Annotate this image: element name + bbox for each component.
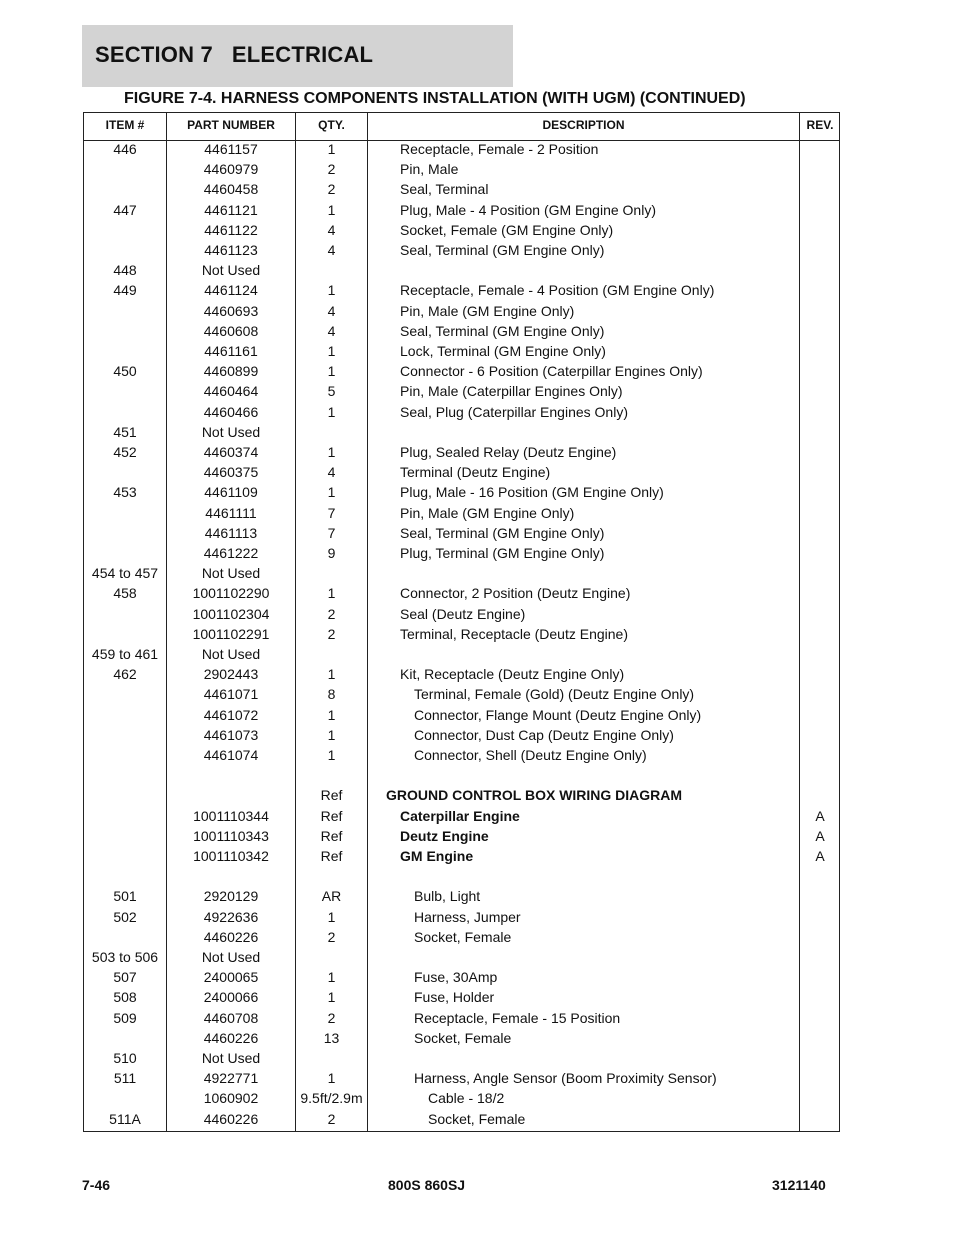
table-row (84, 808, 839, 828)
quantity-cell: Ref (320, 807, 343, 824)
description-cell: Seal, Terminal (GM Engine Only) (400, 242, 605, 258)
table-row (84, 242, 839, 262)
part-number-cell: 4460226 (203, 1110, 259, 1127)
quantity-cell: 4 (327, 464, 336, 481)
part-number-cell: 2400066 (203, 989, 259, 1006)
table-row (84, 545, 839, 565)
table-row (84, 1090, 839, 1110)
part-number-cell: 1001110344 (193, 807, 269, 824)
part-number-cell: 4461111 (205, 504, 257, 521)
table-row (84, 222, 839, 242)
part-number-cell: Not Used (201, 949, 261, 965)
quantity-cell: AR (321, 888, 342, 905)
table-row (84, 1010, 839, 1030)
item-number-cell: 450 (113, 363, 137, 380)
part-number-cell: 1001102304 (192, 605, 270, 622)
quantity-cell: 1 (327, 989, 336, 1006)
description-cell: Connector, 2 Position (Deutz Engine) (400, 585, 631, 602)
item-number-cell: 511 (113, 1070, 137, 1087)
quantity-cell: 1 (327, 282, 336, 299)
part-number-cell: 2920129 (203, 888, 259, 905)
quantity-cell: 2 (327, 605, 336, 622)
part-number-cell: 4461222 (203, 545, 259, 561)
revision-cell: A (815, 848, 825, 864)
table-row (84, 646, 839, 666)
footer-model: 800S 860SJ (388, 1177, 466, 1193)
table-row (84, 484, 839, 504)
part-number-cell: 4461113 (204, 524, 258, 541)
table-row (84, 363, 839, 383)
part-number-cell: 4460374 (203, 444, 259, 460)
item-number-cell: 447 (113, 201, 137, 218)
description-cell: Seal, Terminal (GM Engine Only) (400, 322, 605, 339)
footer-doc-number: 3121140 (772, 1177, 826, 1193)
item-number-cell: 458 (113, 585, 137, 602)
quantity-cell: 2 (327, 181, 336, 198)
item-number-cell: 453 (113, 484, 137, 501)
part-number-cell: 4922771 (203, 1070, 259, 1087)
part-number-cell: 4460458 (203, 181, 259, 198)
description-cell: Connector - 6 Position (Caterpillar Engines Only) (400, 363, 703, 380)
description-cell: Pin, Male (Caterpillar Engines Only) (400, 383, 623, 400)
quantity-cell: Ref (320, 787, 343, 804)
table-row (84, 505, 839, 525)
quantity-cell: 9 (327, 545, 336, 561)
description-cell: Socket, Female (428, 1110, 526, 1127)
description-cell: Receptacle, Female - 2 Position (400, 141, 599, 157)
table-row (84, 626, 839, 646)
quantity-cell: 9.5ft/2.9m (300, 1090, 363, 1107)
table-row (84, 727, 839, 747)
table-row (84, 262, 839, 282)
part-number-cell: Not Used (201, 1050, 261, 1066)
part-number-cell: 4461122 (204, 221, 258, 238)
quantity-cell: 4 (327, 242, 336, 258)
part-number-cell: 1001102291 (192, 625, 270, 642)
quantity-cell: 1 (327, 969, 336, 986)
part-number-cell: Not Used (201, 262, 261, 279)
item-number-cell: 452 (113, 444, 137, 460)
figure-title: FIGURE 7-4. HARNESS COMPONENTS INSTALLATION (WITH UGM) (CONTINUED) (124, 90, 746, 107)
part-number-cell: 4461071 (203, 686, 259, 703)
header-rev: REV. (806, 118, 834, 132)
part-number-cell: 4461072 (203, 706, 259, 723)
table-row (84, 868, 839, 888)
table-row (84, 404, 839, 424)
table-row (84, 666, 839, 686)
part-number-cell: 1060902 (203, 1090, 259, 1107)
quantity-cell: 1 (327, 666, 336, 683)
item-number-cell: 507 (113, 969, 137, 986)
description-cell: Fuse, Holder (414, 989, 495, 1006)
table-row (84, 929, 839, 949)
quantity-cell: 1 (327, 484, 336, 501)
description-cell: GM Engine (400, 848, 474, 864)
part-number-cell: 4461161 (204, 343, 258, 359)
table-row (84, 828, 839, 848)
table-row (84, 343, 839, 363)
table-row (84, 464, 839, 484)
table-row (84, 989, 839, 1009)
part-number-cell: 4461124 (204, 282, 258, 299)
quantity-cell: 8 (327, 686, 336, 703)
header-item: ITEM # (105, 118, 145, 132)
part-number-cell: Not Used (201, 423, 261, 440)
description-cell: Connector, Flange Mount (Deutz Engine Only) (414, 706, 702, 723)
quantity-cell: 2 (327, 928, 336, 945)
part-number-cell: 4460226 (203, 928, 259, 945)
section-title: SECTION 7 ELECTRICAL (95, 42, 374, 67)
item-number-cell: 451 (113, 423, 137, 440)
description-cell: Plug, Male - 16 Position (GM Engine Only) (400, 484, 664, 501)
description-cell: Fuse, 30Amp (414, 969, 498, 986)
quantity-cell: 1 (327, 141, 336, 157)
description-cell: Pin, Male (GM Engine Only) (400, 302, 575, 319)
table-row (84, 282, 839, 302)
quantity-cell: 1 (327, 403, 336, 420)
quantity-cell: 7 (327, 504, 336, 521)
part-number-cell: 2902443 (203, 666, 259, 683)
revision-cell: A (815, 827, 825, 844)
quantity-cell: 1 (327, 1070, 336, 1087)
table-row (84, 383, 839, 403)
quantity-cell: 4 (327, 322, 336, 339)
quantity-cell: Ref (320, 848, 343, 864)
table-row (84, 606, 839, 626)
item-number-cell: 446 (113, 141, 137, 157)
description-cell: Seal, Plug (Caterpillar Engines Only) (400, 403, 628, 420)
table-row (84, 303, 839, 323)
table-row (84, 585, 839, 605)
item-number-cell: 501 (113, 888, 137, 905)
table-row (84, 141, 839, 161)
table-row (84, 949, 839, 969)
table-row (84, 424, 839, 444)
footer-page-number: 7-46 (82, 1177, 111, 1193)
part-number-cell: 4461073 (203, 726, 259, 743)
part-number-cell: 4461109 (204, 484, 258, 501)
description-cell: Plug, Male - 4 Position (GM Engine Only) (400, 201, 656, 218)
item-number-cell: 510 (113, 1050, 137, 1066)
quantity-cell: 1 (327, 706, 336, 723)
item-number-cell: 509 (113, 1009, 137, 1026)
table-row (84, 767, 839, 787)
description-cell: Plug, Sealed Relay (Deutz Engine) (400, 444, 617, 460)
item-number-cell: 454 to 457 (91, 565, 159, 582)
description-cell: Seal, Terminal (GM Engine Only) (400, 524, 605, 541)
part-number-cell: 1001102290 (192, 585, 270, 602)
part-number-cell: Not Used (201, 565, 261, 582)
header-qty: QTY. (318, 118, 345, 132)
part-number-cell: 4461157 (204, 141, 258, 157)
part-number-cell: 4460979 (203, 161, 259, 178)
table-row (84, 181, 839, 201)
part-number-cell: 4460899 (203, 363, 259, 380)
description-cell: Harness, Angle Sensor (Boom Proximity Sensor) (414, 1070, 717, 1087)
description-cell: Receptacle, Female - 15 Position (414, 1009, 621, 1026)
description-cell: Seal (Deutz Engine) (400, 605, 526, 622)
table-row (84, 848, 839, 868)
item-number-cell: 503 to 506 (91, 949, 159, 965)
description-cell: Bulb, Light (414, 888, 481, 905)
description-cell: Terminal, Receptacle (Deutz Engine) (400, 625, 628, 642)
quantity-cell: 4 (327, 302, 336, 319)
part-number-cell: 4460375 (203, 464, 259, 481)
item-number-cell: 462 (113, 666, 137, 683)
part-number-cell: 1001110343 (193, 827, 269, 844)
table-row (84, 1030, 839, 1050)
quantity-cell: 2 (327, 625, 336, 642)
part-number-cell: 4460608 (203, 322, 259, 339)
quantity-cell: 4 (327, 221, 336, 238)
quantity-cell: 1 (327, 747, 336, 763)
part-number-cell: 4461074 (203, 747, 259, 763)
parts-table (83, 112, 840, 1132)
description-cell: Plug, Terminal (GM Engine Only) (400, 545, 605, 561)
table-row (84, 323, 839, 343)
quantity-cell: 13 (323, 1029, 340, 1046)
table-row (84, 747, 839, 767)
table-row (84, 161, 839, 181)
table-row (84, 565, 839, 585)
description-cell: Seal, Terminal (400, 181, 489, 198)
part-number-cell: 4460226 (203, 1029, 259, 1046)
item-number-cell: 511A (109, 1110, 141, 1127)
description-cell: Lock, Terminal (GM Engine Only) (400, 343, 606, 359)
quantity-cell: 5 (327, 383, 336, 400)
description-cell: Deutz Engine (400, 827, 489, 844)
part-number-cell: 4922636 (203, 908, 259, 925)
quantity-cell: 2 (327, 161, 336, 178)
part-number-cell: 4460464 (203, 383, 259, 400)
header-description: DESCRIPTION (542, 118, 625, 132)
table-row (84, 787, 839, 807)
item-number-cell: 502 (113, 908, 137, 925)
description-cell: Socket, Female (GM Engine Only) (400, 221, 614, 238)
part-number-cell: 1001110342 (193, 848, 269, 864)
item-number-cell: 449 (113, 282, 137, 299)
quantity-cell: 2 (327, 1009, 336, 1026)
table-row (84, 1070, 839, 1090)
table-row (84, 1050, 839, 1070)
description-cell: Connector, Dust Cap (Deutz Engine Only) (414, 726, 674, 743)
description-cell: Terminal (Deutz Engine) (400, 464, 551, 481)
part-number-cell: 2400065 (203, 969, 259, 986)
part-number-cell: 4460466 (203, 403, 259, 420)
part-number-cell: 4461123 (204, 242, 258, 258)
table-row (84, 888, 839, 908)
quantity-cell: 7 (327, 524, 336, 541)
description-cell: Pin, Male (GM Engine Only) (400, 504, 575, 521)
part-number-cell: 4460693 (203, 302, 259, 319)
quantity-cell: 1 (327, 201, 336, 218)
description-cell: Terminal, Female (Gold) (Deutz Engine Only) (414, 686, 695, 703)
description-cell: Caterpillar Engine (400, 807, 520, 824)
table-row (84, 525, 839, 545)
table-row (84, 202, 839, 222)
part-number-cell: 4461121 (204, 201, 258, 218)
quantity-cell: 1 (327, 585, 336, 602)
description-cell: Connector, Shell (Deutz Engine Only) (414, 747, 647, 763)
quantity-cell: 2 (327, 1110, 336, 1127)
quantity-cell: Ref (320, 827, 343, 844)
description-cell: Pin, Male (400, 161, 459, 178)
description-cell: GROUND CONTROL BOX WIRING DIAGRAM (386, 787, 683, 804)
quantity-cell: 1 (327, 726, 336, 743)
description-cell: Receptacle, Female - 4 Position (GM Engine Only) (400, 282, 715, 299)
description-cell: Harness, Jumper (414, 908, 521, 925)
item-number-cell: 508 (113, 989, 137, 1006)
description-cell: Socket, Female (414, 1029, 512, 1046)
table-row (84, 909, 839, 929)
table-row (84, 707, 839, 727)
table-row (84, 686, 839, 706)
description-cell: Kit, Receptacle (Deutz Engine Only) (400, 666, 625, 683)
quantity-cell: 1 (327, 444, 336, 460)
quantity-cell: 1 (327, 908, 336, 925)
item-number-cell: 459 to 461 (91, 646, 159, 662)
part-number-cell: 4460708 (203, 1009, 259, 1026)
quantity-cell: 1 (327, 343, 336, 359)
header-part-number: PART NUMBER (187, 118, 275, 132)
table-row (84, 444, 839, 464)
description-cell: Cable - 18/2 (428, 1090, 505, 1107)
table-row (84, 1111, 839, 1131)
quantity-cell: 1 (327, 363, 336, 380)
item-number-cell: 448 (113, 262, 137, 279)
revision-cell: A (815, 807, 825, 824)
description-cell: Socket, Female (414, 928, 512, 945)
part-number-cell: Not Used (201, 646, 261, 662)
table-row (84, 969, 839, 989)
